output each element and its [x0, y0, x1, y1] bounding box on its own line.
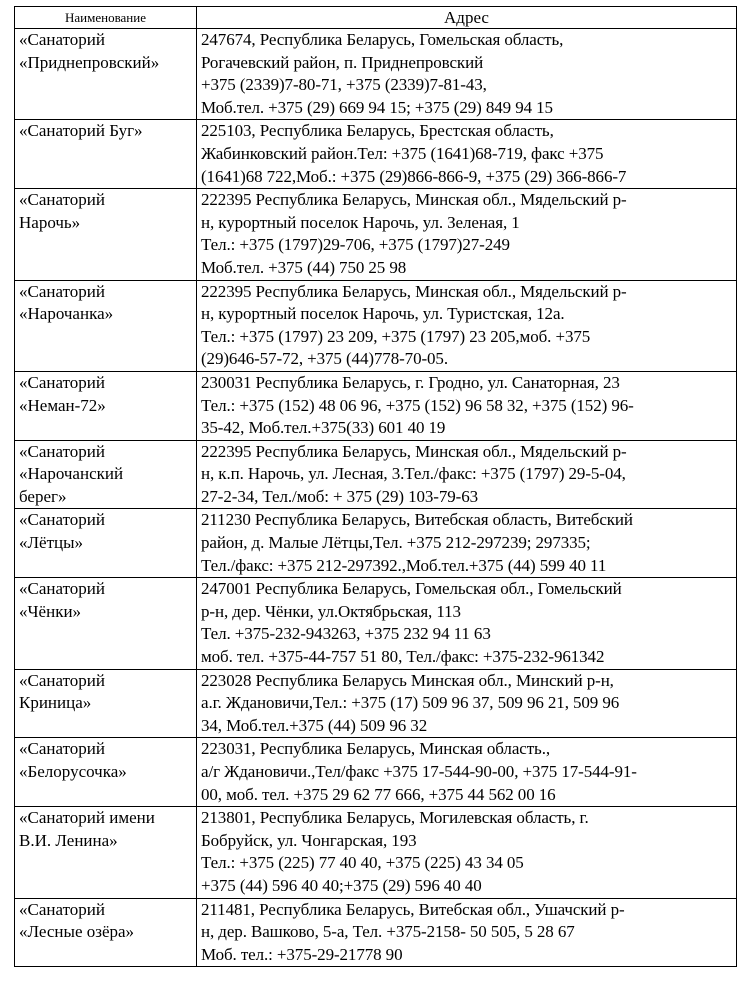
- address-line: н, курортный поселок Нарочь, ул. Зеленая, 1: [201, 212, 520, 232]
- address-line: Тел. +375-232-943263, +375 232 94 11 63: [201, 624, 491, 644]
- address-line: +375 (44) 596 40 40;+375 (29) 596 40 40: [201, 875, 482, 895]
- sanatorium-name-line: «Лесные озёра»: [19, 922, 135, 942]
- address-line: Моб.тел. +375 (29) 669 94 15; +375 (29) 849 94 15: [201, 97, 553, 117]
- sanatorium-name-line: «Санаторий: [19, 510, 105, 530]
- address-line: а/г Ждановичи.,Тел/факс +375 17-544-90-00, +375 17-544-91-: [201, 762, 637, 781]
- address-line: 35-42, Моб.тел.+375(33) 601 40 19: [201, 418, 446, 438]
- sanatorium-name-cell: [15, 440, 197, 509]
- sanatorium-address-cell: [197, 189, 737, 280]
- sanatorium-name-line: «Санаторий: [19, 670, 105, 690]
- sanatorium-name-line: «Санаторий имени: [19, 808, 155, 828]
- sanatorium-name-line: «Санаторий: [19, 579, 105, 599]
- sanatorium-name-line: «Санаторий Буг»: [19, 121, 143, 141]
- address-line: 00, моб. тел. +375 29 62 77 666, +375 44 562 00 16: [201, 784, 556, 804]
- sanatorium-name-line: Нарочь»: [19, 212, 81, 232]
- address-line: Тел./факс: +375 212-297392.,Моб.тел.+375 (44) 599 40 11: [201, 555, 607, 575]
- sanatorium-name-line: «Неман-72»: [19, 395, 106, 415]
- sanatorium-name-cell: [15, 578, 197, 669]
- sanatorium-name-cell: [15, 669, 197, 738]
- table-row: [15, 578, 737, 669]
- sanatorium-name-line: «Санаторий: [19, 281, 105, 301]
- sanatorium-name-cell: [15, 807, 197, 898]
- sanatorium-name-cell: [15, 280, 197, 371]
- sanatorium-address-cell: [197, 578, 737, 669]
- table-row: [15, 189, 737, 280]
- address-line: 247001 Республика Беларусь, Гомельская обл., Гомельский: [201, 579, 622, 599]
- table-row: [15, 371, 737, 440]
- sanatorium-name-line: «Лётцы»: [19, 533, 84, 553]
- address-line: Тел.: +375 (1797) 23 209, +375 (1797) 23 205,моб. +375: [201, 326, 591, 346]
- address-line: 222395 Республика Беларусь, Минская обл., Мядельский р-: [201, 190, 627, 210]
- address-line: Моб. тел.: +375-29-21778 90: [201, 944, 403, 964]
- table-row: [15, 29, 737, 120]
- sanatorium-name-line: берег»: [19, 486, 67, 506]
- table-row: [15, 440, 737, 509]
- sanatorium-name-line: «Нарочанка»: [19, 304, 114, 324]
- sanatorium-address-cell: [197, 371, 737, 440]
- address-line: 34, Моб.тел.+375 (44) 509 96 32: [201, 715, 428, 735]
- address-line: н, дер. Вашково, 5-а, Тел. +375-2158- 50 505, 5 28 67: [201, 922, 575, 942]
- address-line: 225103, Республика Беларусь, Брестская область,: [201, 121, 554, 141]
- sanatorium-address-cell: [197, 669, 737, 738]
- address-line: 222395 Республика Беларусь, Минская обл., Мядельский р-: [201, 281, 627, 301]
- address-line: 211230 Республика Беларусь, Витебская область, Витебский: [201, 510, 633, 530]
- table-row: [15, 807, 737, 898]
- header-name: Наименование: [15, 7, 197, 29]
- sanatorium-name-line: «Санаторий: [19, 899, 105, 919]
- sanatorium-name-line: «Санаторий: [19, 30, 105, 49]
- table-row: [15, 669, 737, 738]
- address-line: н, курортный поселок Нарочь, ул. Туристская, 12а.: [201, 304, 565, 324]
- sanatorium-name-cell: [15, 898, 197, 967]
- sanatorium-table: [14, 6, 737, 967]
- address-line: +375 (2339)7-80-71, +375 (2339)7-81-43,: [201, 75, 487, 95]
- sanatorium-name-line: «Санаторий: [19, 190, 105, 210]
- sanatorium-address-cell: [197, 29, 737, 120]
- address-line: Жабинковский район.Тел: +375 (1641)68-719, факс +375: [201, 143, 604, 163]
- address-line: (1641)68 722,Моб.: +375 (29)866-866-9, +375 (29) 366-866-7: [201, 166, 627, 186]
- address-line: 247674, Республика Беларусь, Гомельская область,: [201, 30, 564, 49]
- sanatorium-name-line: «Санаторий: [19, 372, 105, 392]
- address-line: 213801, Республика Беларусь, Могилевская область, г.: [201, 808, 589, 828]
- table-row: [15, 120, 737, 189]
- sanatorium-address-cell: [197, 738, 737, 807]
- address-line: 223031, Республика Беларусь, Минская область.,: [201, 739, 550, 759]
- sanatorium-name-cell: [15, 189, 197, 280]
- address-line: а.г. Ждановичи,Тел.: +375 (17) 509 96 37, 509 96 21, 509 96: [201, 693, 620, 713]
- sanatorium-name-line: В.И. Ленина»: [19, 830, 118, 850]
- sanatorium-name-line: «Нарочанский: [19, 464, 124, 484]
- address-line: Тел.: +375 (152) 48 06 96, +375 (152) 96 58 32, +375 (152) 96-: [201, 395, 634, 415]
- table-row: [15, 280, 737, 371]
- sanatorium-address-cell: [197, 898, 737, 967]
- sanatorium-address-cell: [197, 280, 737, 371]
- sanatorium-name-line: «Санаторий: [19, 739, 105, 759]
- table-row: [15, 898, 737, 967]
- address-line: Тел.: +375 (225) 77 40 40, +375 (225) 43 34 05: [201, 853, 524, 873]
- sanatorium-address-cell: [197, 440, 737, 509]
- header-address: Адрес: [197, 7, 737, 29]
- address-line: 222395 Республика Беларусь, Минская обл., Мядельский р-: [201, 441, 627, 461]
- table-body: [15, 29, 737, 967]
- address-line: Бобруйск, ул. Чонгарская, 193: [201, 830, 417, 850]
- document-page: [14, 6, 736, 967]
- address-line: 230031 Республика Беларусь, г. Гродно, ул. Санаторная, 23: [201, 372, 620, 392]
- sanatorium-name-line: «Приднепровский»: [19, 52, 160, 72]
- sanatorium-name-line: «Белорусочка»: [19, 762, 127, 781]
- address-line: Тел.: +375 (1797)29-706, +375 (1797)27-249: [201, 235, 510, 255]
- address-line: н, к.п. Нарочь, ул. Лесная, 3.Тел./факс: +375 (1797) 29-5-04,: [201, 464, 626, 484]
- sanatorium-address-cell: [197, 807, 737, 898]
- header-row: [15, 7, 737, 29]
- address-line: район, д. Малые Лётцы,Тел. +375 212-297239; 297335;: [201, 533, 591, 553]
- address-line: 223028 Республика Беларусь Минская обл., Минский р-н,: [201, 670, 614, 690]
- address-line: моб. тел. +375-44-757 51 80, Тел./факс: +375-232-961342: [201, 647, 605, 667]
- sanatorium-name-cell: [15, 738, 197, 807]
- table-row: [15, 738, 737, 807]
- sanatorium-name-line: «Чёнки»: [19, 601, 82, 621]
- address-line: 27-2-34, Тел./моб: + 375 (29) 103-79-63: [201, 486, 479, 506]
- address-line: Рогачевский район, п. Приднепровский: [201, 52, 484, 72]
- sanatorium-name-cell: [15, 371, 197, 440]
- address-line: Моб.тел. +375 (44) 750 25 98: [201, 257, 407, 277]
- sanatorium-name-cell: [15, 29, 197, 120]
- sanatorium-name-cell: [15, 120, 197, 189]
- address-line: р-н, дер. Чёнки, ул.Октябрьская, 113: [201, 601, 461, 621]
- sanatorium-name-line: «Санаторий: [19, 441, 105, 461]
- sanatorium-name-cell: [15, 509, 197, 578]
- table-row: [15, 509, 737, 578]
- sanatorium-name-line: Криница»: [19, 693, 92, 713]
- sanatorium-address-cell: [197, 120, 737, 189]
- address-line: 211481, Республика Беларусь, Витебская обл., Ушачский р-: [201, 899, 625, 919]
- sanatorium-address-cell: [197, 509, 737, 578]
- address-line: (29)646-57-72, +375 (44)778-70-05.: [201, 349, 448, 369]
